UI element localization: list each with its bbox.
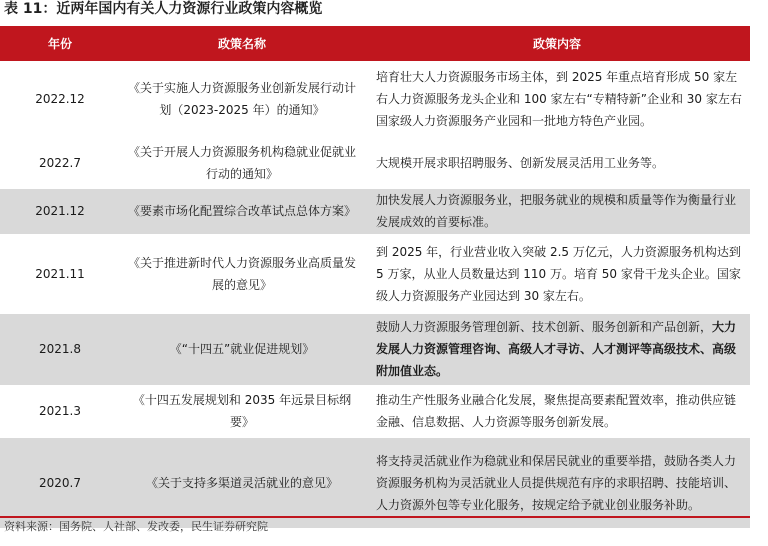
- policy-table: [0, 26, 750, 529]
- table-row: [0, 313, 750, 385]
- row-policy-name: 《关于支持多渠道灵活就业的意见》: [120, 437, 364, 528]
- content-text: 加快发展人力资源服务业，把服务就业的规模和质量等作为衡量行业发展成效的首要标准。: [376, 193, 737, 229]
- table-bottom-rule: [0, 516, 750, 518]
- row-year: 2022.12: [0, 61, 120, 138]
- row-policy-content: [364, 188, 750, 234]
- header-year: 年份: [0, 26, 120, 61]
- header-policy-content: 政策内容: [364, 26, 750, 61]
- row-policy-content: [364, 385, 750, 437]
- row-policy-content: [364, 61, 750, 138]
- row-year: 2021.8: [0, 313, 120, 385]
- content-text: 培育壮大人力资源服务市场主体，到 2025 年重点培育形成 50 家左右人力资源服务龙头企业和 100 家左右“专精特新”企业和 30 家左右国家级人力资源服务产业园和一批地方特色产业园。: [376, 70, 742, 129]
- row-policy-content: [364, 138, 750, 188]
- table-row: [0, 234, 750, 313]
- source-note: 资料来源：国务院、人社部、发改委，民生证券研究院: [4, 520, 268, 533]
- table-row: [0, 188, 750, 234]
- row-year: 2021.3: [0, 385, 120, 437]
- row-policy-name: 《关于推进新时代人力资源服务业高质量发展的意见》: [120, 234, 364, 313]
- row-policy-content: [364, 234, 750, 313]
- row-policy-name: 《关于开展人力资源服务机构稳就业促就业行动的通知》: [120, 138, 364, 188]
- row-year: 2021.11: [0, 234, 120, 313]
- table-caption: 表 11：近两年国内有关人力资源行业政策内容概览: [4, 1, 323, 17]
- row-policy-content: [364, 313, 750, 385]
- table-row: [0, 138, 750, 188]
- row-policy-content: [364, 437, 750, 528]
- table-row: [0, 61, 750, 138]
- content-text: 到 2025 年，行业营业收入突破 2.5 万亿元，人力资源服务机构达到 5 万家，从业人员数量达到 110 万。培育 50 家骨干龙头企业。国家级人力资源服务产业园达到 30 家左右。: [376, 244, 741, 303]
- table-row: [0, 385, 750, 437]
- content-text: 大规模开展求职招聘服务、创新发展灵活用工业务等。: [376, 156, 665, 170]
- content-bold-text: 大力发展人力资源管理咨询、高级人才寻访、人才测评等高级技术、高级附加值业态。: [376, 320, 737, 378]
- row-year: 2021.12: [0, 188, 120, 234]
- table-row: [0, 437, 750, 528]
- row-policy-name: 《要素市场化配置综合改革试点总体方案》: [120, 188, 364, 234]
- content-text: 推动生产性服务业融合化发展，聚焦提高要素配置效率，推动供应链金融、信息数据、人力资源等服务创新发展。: [376, 393, 737, 429]
- table-header-row: [0, 26, 750, 61]
- row-year: 2022.7: [0, 138, 120, 188]
- row-policy-name: 《关于实施人力资源服务业创新发展行动计划（2023-2025 年）的通知》: [120, 61, 364, 138]
- header-policy-name: 政策名称: [120, 26, 364, 61]
- content-text: 将支持灵活就业作为稳就业和保居民就业的重要举措，鼓励各类人力资源服务机构为灵活就业人员提供规范有序的求职招聘、技能培训、人力资源外包等专业化服务，按规定给予就业创业服务补助。: [376, 453, 737, 512]
- content-text: 鼓励人力资源服务管理创新、技术创新、服务创新和产品创新，: [376, 320, 713, 334]
- row-policy-name: 《“十四五”就业促进规划》: [120, 313, 364, 385]
- row-policy-name: 《十四五发展规划和 2035 年远景目标纲要》: [120, 385, 364, 437]
- row-year: 2020.7: [0, 437, 120, 528]
